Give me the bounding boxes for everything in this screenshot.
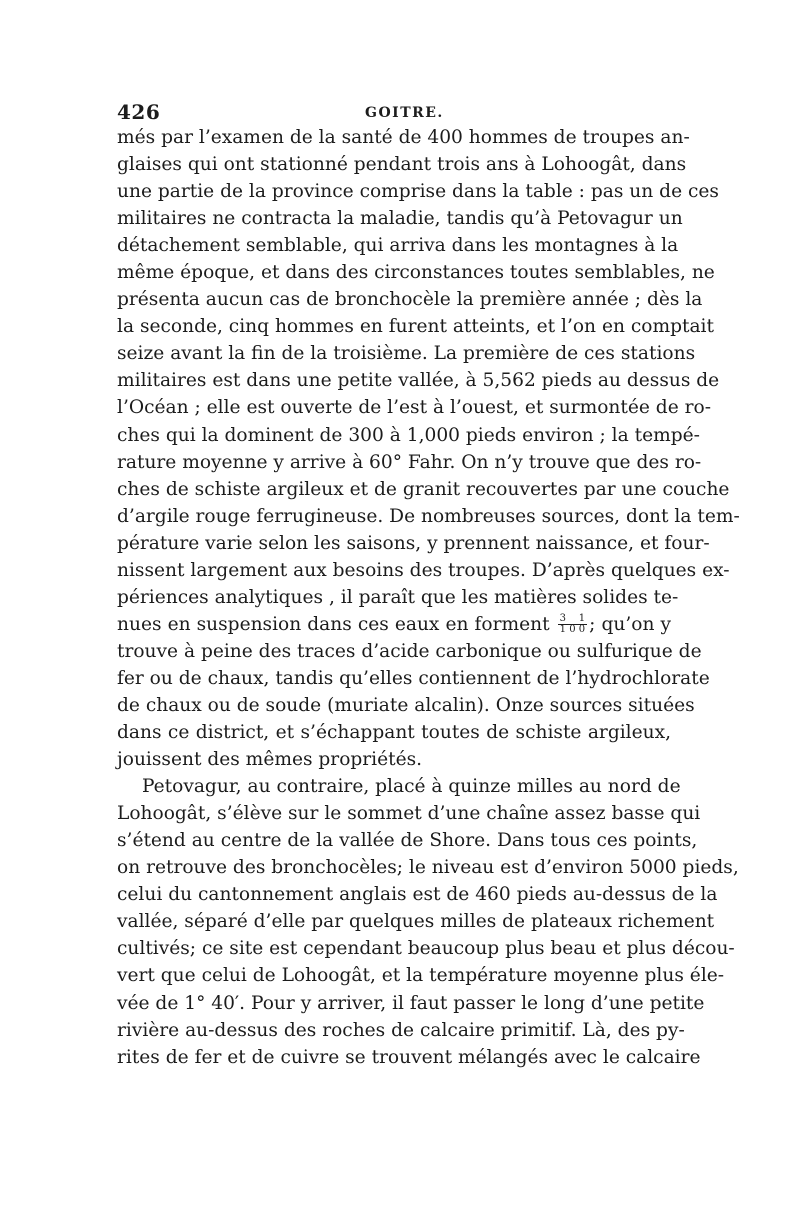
text-segment: nues en suspension dans ces eaux en forment — [117, 613, 550, 635]
text-line: périences analytiques , il paraît que les matières solides te- — [117, 586, 679, 608]
text-line: nissent largement aux besoins des troupes. D’après quelques ex- — [117, 559, 730, 581]
text-line: trouve à peine des traces d’acide carbonique ou sulfurique de — [117, 640, 702, 662]
page-header — [117, 100, 673, 126]
text-line: dans ce district, et s’échappant toutes de schiste argileux, — [117, 722, 671, 744]
text-line: on retrouve des bronchocèles; le niveau est d’environ 5000 pieds, — [117, 857, 739, 879]
text-line: de chaux ou de soude (muriate alcalin). Onze sources situées — [117, 694, 695, 716]
text-line: vée de 1° 40′. Pour y arriver, il faut passer le long d’une petite — [117, 992, 705, 1014]
text-line: militaires est dans une petite vallée, à 5,562 pieds au dessus de — [117, 370, 720, 392]
text-line: l’Océan ; elle est ouverte de l’est à l’ouest, et surmontée de ro- — [117, 397, 711, 419]
text-line: Lohoogât, s’élève sur le sommet d’une chaîne assez basse qui — [117, 803, 701, 825]
text-line: ches qui la dominent de 300 à 1,000 pieds environ ; la tempé- — [117, 424, 700, 446]
fraction-denominator: 1 0 0 — [559, 624, 586, 636]
text-line: cultivés; ce site est cependant beaucoup plus beau et plus décou- — [117, 938, 735, 960]
text-line: glaises qui ont stationné pendant trois ans à Lohoogât, dans — [117, 154, 687, 176]
text-line: pérature varie selon les saisons, y prennent naissance, et four- — [117, 532, 710, 554]
text-line: rivière au-dessus des roches de calcaire primitif. Là, des py- — [117, 1019, 685, 1041]
text-line: une partie de la province comprise dans la table : pas un de ces — [117, 181, 719, 203]
text-line: présenta aucun cas de bronchocèle la première année ; dès la — [117, 289, 703, 311]
text-segment: ; qu’on y — [589, 613, 671, 635]
text-line-with-fraction — [117, 611, 671, 638]
fraction — [558, 614, 587, 635]
fraction-numerator: 3 1 — [559, 613, 586, 625]
text-line: s’étend au centre de la vallée de Shore. Dans tous ces points, — [117, 830, 698, 852]
text-line: celui du cantonnement anglais est de 460 pieds au-dessus de la — [117, 884, 718, 906]
text-line: jouissent des mêmes propriétés. — [117, 749, 423, 771]
text-line: més par l’examen de la santé de 400 hommes de troupes an- — [117, 127, 690, 148]
text-line: fer ou de chaux, tandis qu’elles contiennent de l’hydrochlorate — [117, 667, 710, 689]
body-text — [117, 124, 740, 1071]
text-line: la seconde, cinq hommes en furent atteints, et l’on en comptait — [117, 316, 714, 338]
text-line: ches de schiste argileux et de granit recouvertes par une couche — [117, 478, 730, 500]
text-line: rature moyenne y arrive à 60° Fahr. On n’y trouve que des ro- — [117, 451, 702, 473]
text-line: vallée, séparé d’elle par quelques milles de plateaux richement — [117, 911, 715, 933]
text-line: même époque, et dans des circonstances toutes semblables, ne — [117, 262, 715, 284]
text-line: rites de fer et de cuivre se trouvent mélangés avec le calcaire — [117, 1046, 701, 1068]
page-number: 426 — [117, 100, 161, 124]
text-line: détachement semblable, qui arriva dans les montagnes à la — [117, 235, 679, 257]
text-line: d’argile rouge ferrugineuse. De nombreuses sources, dont la tem- — [117, 505, 740, 527]
text-line: militaires ne contracta la maladie, tandis qu’à Petovagur un — [117, 208, 683, 230]
text-line: vert que celui de Lohoogât, et la température moyenne plus éle- — [117, 965, 725, 987]
text-line: Petovagur, au contraire, placé à quinze milles au nord de — [142, 776, 681, 798]
text-line: seize avant la fin de la troisième. La première de ces stations — [117, 343, 696, 365]
running-title: GOITRE. — [365, 105, 444, 121]
